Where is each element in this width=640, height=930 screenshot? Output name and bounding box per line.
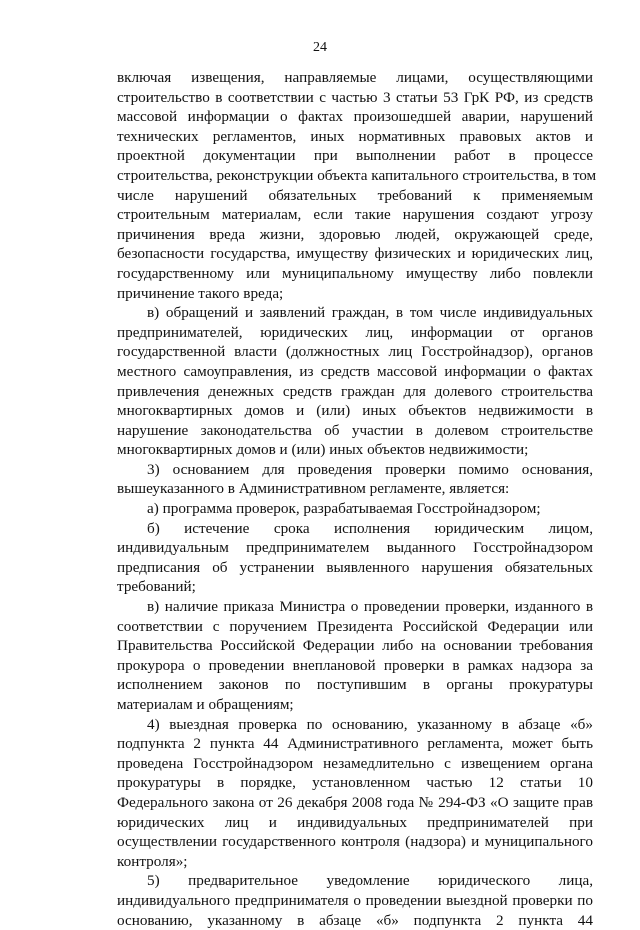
text-line: в) обращений и заявлений граждан, в том числе индивидуальных <box>147 304 593 322</box>
paragraph <box>117 519 593 597</box>
text-line: индивидуальным предпринимателем выданного Госстройнадзором <box>117 539 593 557</box>
text-line: 5) предварительное уведомление юридического лица, <box>147 872 593 890</box>
text-line: многоквартирных домов и (или) иных объектов недвижимости; <box>117 441 529 459</box>
paragraph <box>117 460 593 499</box>
text-line: включая извещения, направляемые лицами, осуществляющими <box>117 69 593 86</box>
text-line: строительство в соответствии с частью 3 статьи 53 ГрК РФ, из средств <box>117 88 593 106</box>
paragraph <box>117 303 593 460</box>
text-line: 3) основанием для проведения проверки помимо основания, <box>147 460 593 478</box>
text-line: контроля»; <box>117 852 188 870</box>
text-line: материалам и обращениям; <box>117 696 294 713</box>
paragraph <box>117 597 593 715</box>
text-line: подпункта 2 пункта 44 Административного регламента, может быть <box>117 735 593 753</box>
text-line: требований; <box>117 578 196 596</box>
text-line: основанию, указанному в абзаце «б» подпункта 2 пункта 44 <box>117 911 593 929</box>
text-line: строительства, реконструкции объекта капитального строительства, в том <box>117 166 597 184</box>
text-line: строительным материалам, если такие нарушения создают угрозу <box>117 206 593 224</box>
text-line: предпринимателей, юридических лиц, информации от органов <box>117 323 593 341</box>
text-line: местного самоуправления, из средств массовой информации о фактах <box>117 362 593 380</box>
page-number: 24 <box>313 40 327 55</box>
text-line: а) программа проверок, разрабатываемая Госстройнадзором; <box>147 500 541 518</box>
text-line: причинения вреда жизни, здоровью людей, окружающей среде, <box>117 225 593 243</box>
text-line: многоквартирных домов и (или) иных объектов недвижимости в <box>117 402 593 420</box>
text-line: Правительства Российской Федерации либо на основании требования <box>117 637 593 655</box>
text-line: государственной власти (должностных лиц Госстройнадзор), органов <box>117 343 593 361</box>
text-line: вышеуказанного в Административном регламенте, является: <box>117 480 510 498</box>
text-line: проведена Госстройнадзором незамедлительно с извещением органа <box>117 754 593 772</box>
paragraph <box>117 68 597 303</box>
text-line: безопасности государства, имуществу физических и юридических лиц, <box>117 245 593 263</box>
text-line: нарушение законодательства об участии в долевом строительстве <box>117 421 593 439</box>
text-line: прокуратуры в порядке, установленном частью 12 статьи 10 <box>117 774 593 792</box>
text-line: осуществлении государственного контроля (надзора) и муниципального <box>117 833 593 851</box>
paragraph <box>117 715 593 872</box>
document-body <box>117 68 597 930</box>
text-line: соответствии с поручением Президента Российской Федерации или <box>117 617 593 635</box>
text-line: причинение такого вреда; <box>117 284 284 302</box>
text-line: привлечения денежных средств граждан для долевого строительства <box>117 382 593 400</box>
text-line: предписания об устранении выявленного нарушения обязательных <box>117 558 593 576</box>
text-line: юридических лиц и индивидуальных предпринимателей при <box>117 813 593 831</box>
text-line: технических регламентов, иных нормативных правовых актов и <box>117 127 593 145</box>
text-line: проектной документации при выполнении работ в процессе <box>117 147 593 165</box>
text-line: Федерального закона от 26 декабря 2008 года № 294-ФЗ «О защите прав <box>117 793 593 811</box>
text-line: массовой информации о фактах произошедшей аварии, нарушений <box>117 108 593 126</box>
paragraph <box>117 499 593 519</box>
text-line: в) наличие приказа Министра о проведении проверки, изданного в <box>147 598 593 616</box>
text-line: индивидуального предпринимателя о проведении выездной проверки по <box>117 891 593 909</box>
text-line: числе нарушений обязательных требований к применяемым <box>117 186 593 204</box>
paragraph <box>117 871 593 930</box>
text-line: прокурора о проведении внеплановой проверки в рамках надзора за <box>117 656 593 674</box>
text-line: исполнением законов по поступившим в органы прокуратуры <box>117 676 593 694</box>
text-line: государственному или муниципальному имуществу либо повлекли <box>117 264 593 282</box>
text-line: б) истечение срока исполнения юридическим лицом, <box>147 519 593 537</box>
text-line: 4) выездная проверка по основанию, указанному в абзаце «б» <box>147 715 593 733</box>
